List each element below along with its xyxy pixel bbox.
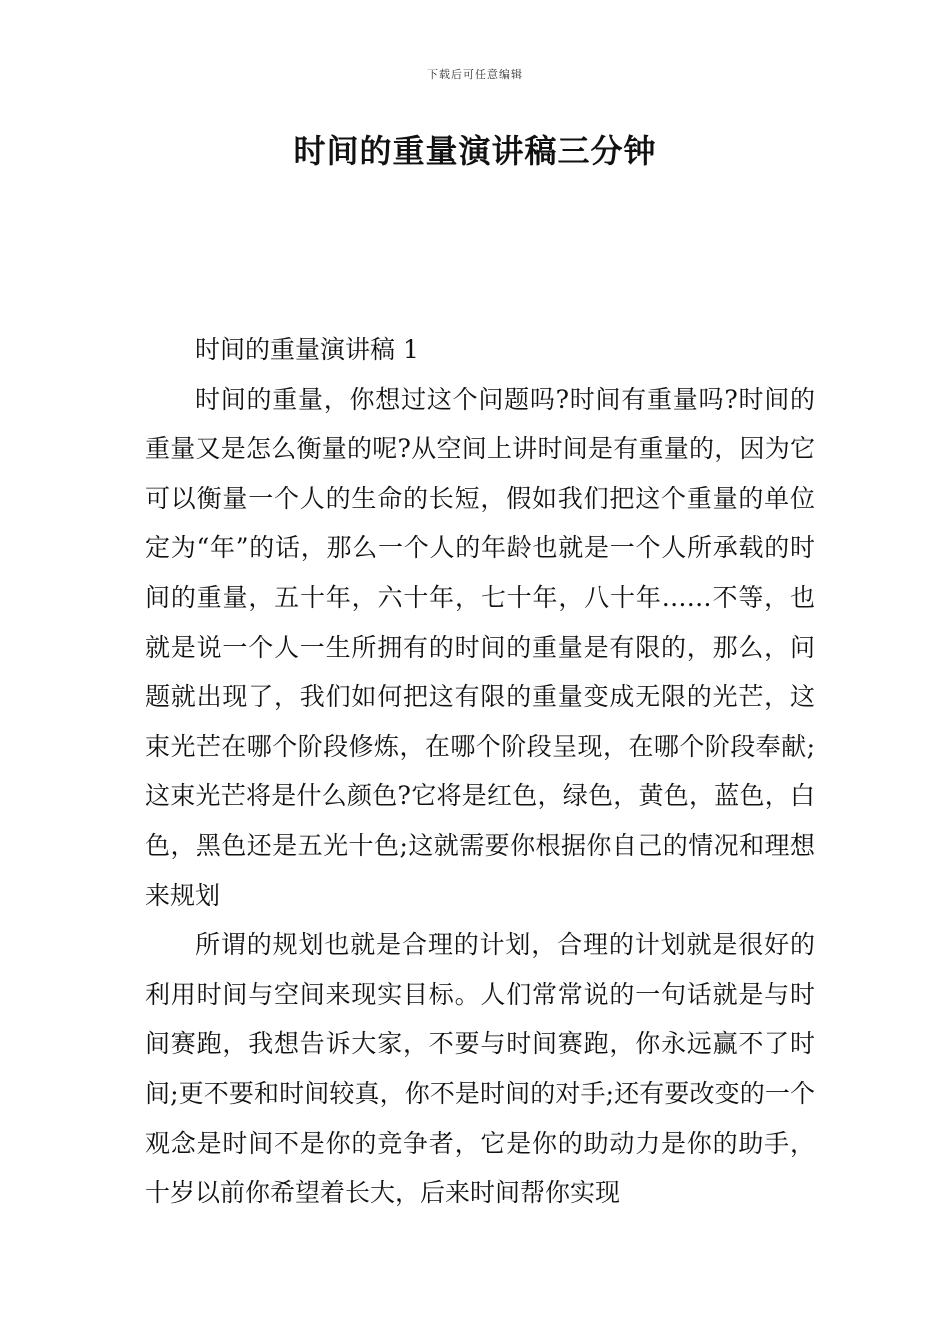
header-note: 下载后可任意编辑 [427, 68, 523, 81]
document-body [145, 325, 815, 1218]
document-title: 时间的重量演讲稿三分钟 [293, 132, 657, 170]
body-paragraph: 时间的重量，你想过这个问题吗?时间有重量吗?时间的重量又是怎么衡量的呢?从空间上讲时间是有重量的，因为它可以衡量一个人的生命的长短，假如我们把这个重量的单位定为“年”的话，那么一个人的年龄也就是一个人所承载的时间的重量，五十年，六十年，七十年，八十年……不等，也就是说一个人一生所拥有的时间的重量是有限的，那么，问题就出现了，我们如何把这有限的重量变成无限的光芒，这束光芒在哪个阶段修炼，在哪个阶段呈现，在哪个阶段奉献;这束光芒将是什么颜色?它将是红色，绿色，黄色，蓝色，白色，黑色还是五光十色;这就需要你根据你自己的情况和理想来规划 [145, 384, 815, 910]
body-paragraph: 所谓的规划也就是合理的计划，合理的计划就是很好的利用时间与空间来现实目标。人们常常说的一句话就是与时间赛跑，我想告诉大家，不要与时间赛跑，你永远赢不了时间;更不要和时间较真，你不是时间的对手;还有要改变的一个观念是时间不是你的竞争者，它是你的助动力是你的助手，十岁以前你希望着长大，后来时间帮你实现 [145, 930, 815, 1208]
section-heading: 时间的重量演讲稿 1 [195, 335, 419, 364]
